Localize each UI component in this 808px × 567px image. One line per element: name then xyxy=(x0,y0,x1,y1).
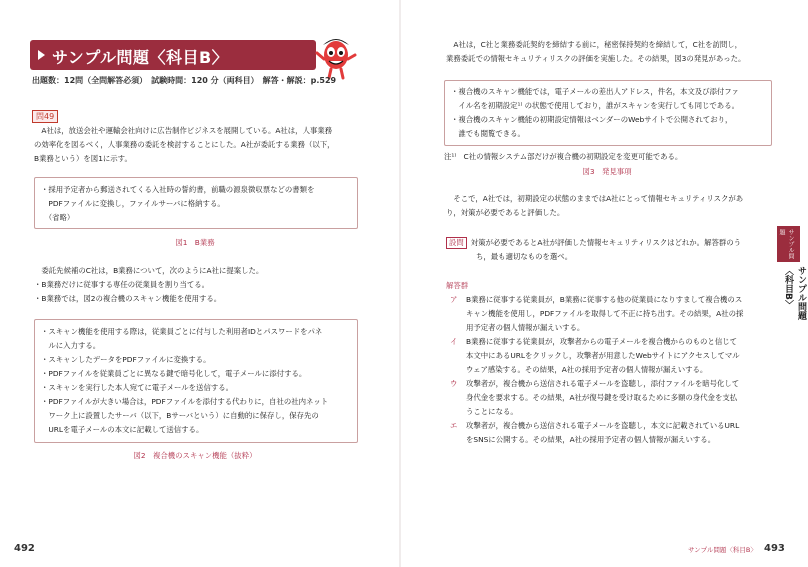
intro-text: A社は，放送会社や運輸会社向けに広告制作ビジネスを展開している。A社は，人事業務 の効率化を図るべく，人事業務の委託を検討することにした。A社が委託する業務（以下， B業務という）を図1に示す。 xyxy=(34,126,335,163)
figure2-caption: 図2 複合機のスキャン機能（抜粋） xyxy=(133,451,257,460)
figure2-item: ・PDFファイルを従業員ごとに異なる鍵で暗号化して，電子メールに添付する。 xyxy=(41,369,307,378)
side-tab-marker: サンプル問題 xyxy=(777,226,800,262)
title-banner xyxy=(30,40,316,70)
exam-meta: 出題数：12問（全問解答必須） 試験時間：120 分（両科目） 解答・解説：p.529 xyxy=(32,76,337,85)
question-number: 問49 xyxy=(32,110,58,123)
right-intro-text: A社は，C社と業務委託契約を締結する前に，秘密保持契約を締結して，C社を訪問し， 業務委託での情報セキュリティリスクの評価を実施した。その結果，図3の発見があった。 xyxy=(446,40,746,63)
right-page xyxy=(400,0,800,567)
option-e[interactable]: エ 攻撃者が，複合機から送信される電子メールを盗聴し，本文に記載されているURL をSNSに公開する。その結果，A社の採用予定者の個人情報が漏えいする。 xyxy=(450,421,740,444)
question-text: 設問 対策が必要であるとA社が評価した情報セキュリティリスクはどれか。解答群のう ち，最も適切なものを選べ。 xyxy=(446,236,776,264)
figure2-item: ・スキャンを実行した本人宛てに電子メールを送信する。 xyxy=(41,383,234,392)
footer-label: サンプル問題〈科目B〉 xyxy=(688,546,757,554)
option-i[interactable]: イ B業務に従事する従業員が，攻撃者からの電子メールを複合機からのものと信じて 本文中にあるURLをクリックし，攻撃者が用意したWebサイトにアクセスしてマル ウェア感染する。その結果，A社の採用予定者の個人情報が漏えいする。 xyxy=(450,337,740,374)
option-u[interactable]: ウ 攻撃者が，複合機から送信される電子メールを盗聴し，添付ファイルを暗号化して 身代金を要求する。その結果，A社が復号鍵を受け取るために多額の身代金を支払 うことになる。 xyxy=(450,379,740,416)
page-number-right: 493 xyxy=(764,543,785,554)
figure1-caption: 図1 B業務 xyxy=(175,238,215,247)
answers-heading: 解答群 xyxy=(446,281,469,290)
triangle-icon xyxy=(38,50,45,60)
figure3-note: 注¹⁾ C社の情報システム部だけが複合機の初期設定を変更可能である。 xyxy=(444,152,683,161)
setsumon-tag: 設問 xyxy=(446,237,467,249)
figure2-item: ・PDFファイルが大きい場合は，PDFファイルを添付する代わりに，自社の社内ネット xyxy=(41,397,329,406)
figure2-item: ワーク上に設置したサーバ（以下，Bサーバという）に自動的に保存し，保存先の xyxy=(41,411,319,420)
side-tab xyxy=(777,226,806,326)
figure2-item: ・スキャンしたデータをPDFファイルに変換する。 xyxy=(41,355,211,364)
figure2-item: ・スキャン機能を使用する際は，従業員ごとに付与した利用者IDとパスワードをパネ xyxy=(41,327,323,336)
figure3-caption: 図3 発見事項 xyxy=(582,167,632,176)
figure3-item: ・複合機のスキャン機能では，電子メールの差出人アドレス，件名，本文及び添付ファ xyxy=(451,87,739,96)
figure2-item: ルに入力する。 xyxy=(41,341,101,350)
figure1-item: （省略） xyxy=(41,213,75,222)
figure3-item: ・複合機のスキャン機能の初期設定情報はベンダーのWebサイトで公開されており， xyxy=(451,115,733,124)
left-page xyxy=(0,0,400,567)
evaluation-text: そこで，A社では，初期設定の状態のままではA社にとって情報セキュリティリスクがあ り，対策が必要であると評価した。 xyxy=(446,194,744,217)
figure1-item: ・採用予定者から郵送されてくる入社時の誓約書，前職の源泉徴収票などの書類を xyxy=(41,185,315,194)
mascot-icon xyxy=(315,33,357,79)
figure1-item: PDFファイルに変換し，ファイルサーバに格納する。 xyxy=(41,199,225,208)
figure1-box xyxy=(34,177,358,229)
option-a[interactable]: ア B業務に従事する従業員が，B業務に従事する他の従業員になりすまして複合機のス キャン機能を使用し，PDFファイルを取得して不正に持ち出す。その結果，A社の採 用予定者の個人情報が漏えいする。 xyxy=(450,295,744,332)
page-title: サンプル問題〈科目B〉 xyxy=(52,48,229,67)
figure3-box xyxy=(444,80,772,146)
proposal-text: 委託先候補のC社は，B業務について，次のようにA社に提案した。 ・B業務だけに従事する専任の従業員を割り当てる。 ・B業務では，図2の複合機のスキャン機能を使用する。 xyxy=(34,266,264,303)
side-tab-label: サンプル問題〈科目B〉 xyxy=(783,266,806,320)
page-number-left: 492 xyxy=(14,543,35,554)
figure3-item: 誰でも閲覧できる。 xyxy=(451,129,525,138)
figure2-item: URLを電子メールの本文に記載して送信する。 xyxy=(41,425,204,434)
figure2-box xyxy=(34,319,358,443)
figure3-item: イル名を初期設定¹⁾ の状態で使用しており，誰がスキャンを実行しても同じである。 xyxy=(451,101,739,110)
